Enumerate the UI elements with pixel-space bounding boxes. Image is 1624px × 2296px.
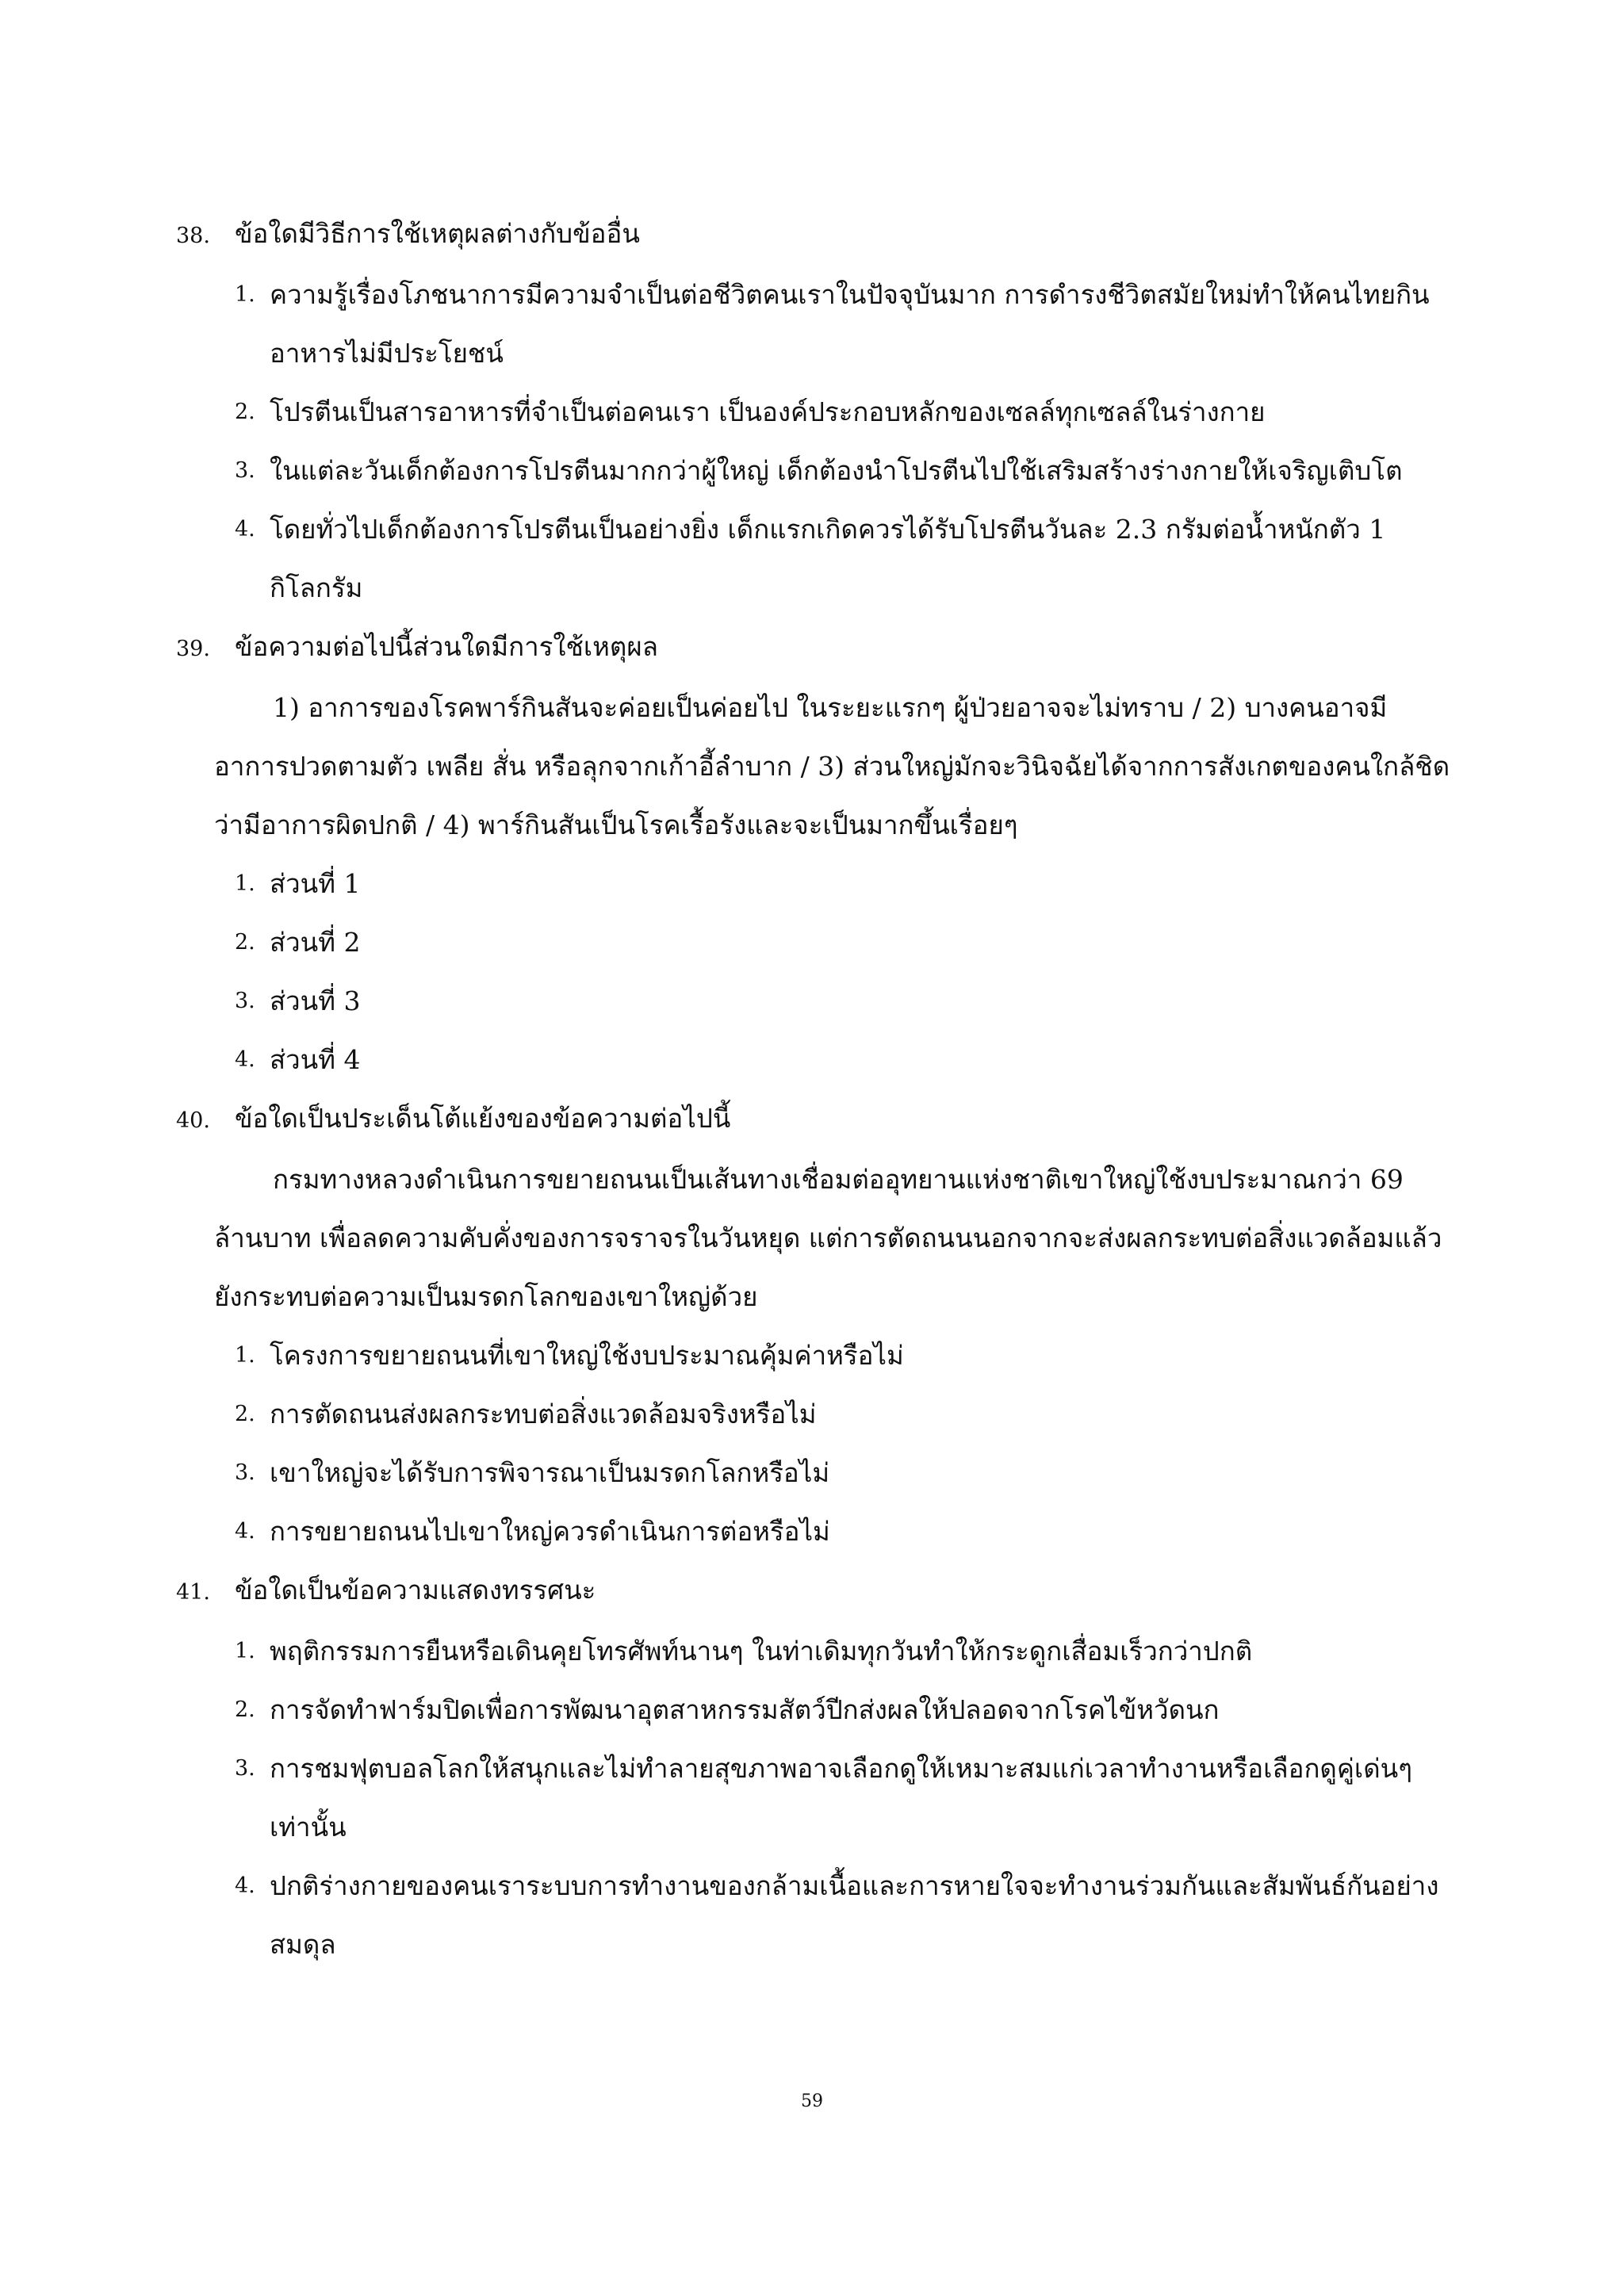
option-text: ปกติร่างกายของคนเราระบบการทำงานของกล้ามเนื้อและการหายใจจะทำงานร่วมกันและสัมพันธ์กันอย่างสมดุล <box>270 1870 1439 1960</box>
answer-option <box>176 500 1461 618</box>
option-text: โปรตีนเป็นสารอาหารที่จำเป็นต่อคนเรา เป็นองค์ประกอบหลักของเซลล์ทุกเซลล์ในร่างกาย <box>270 396 1266 427</box>
question-text: ข้อใดมีวิธีการใช้เหตุผลต่างกับข้ออื่น <box>235 218 640 249</box>
answer-options <box>176 266 1461 618</box>
answer-option <box>176 1385 1461 1444</box>
answer-options <box>176 855 1461 1089</box>
question-number: 39. <box>176 637 210 661</box>
option-number: 3. <box>235 1756 255 1781</box>
option-number: 2. <box>235 1402 255 1426</box>
option-text: โครงการขยายถนนที่เขาใหญ่ใช้งบประมาณคุ้มค่าหรือไม่ <box>270 1340 904 1371</box>
option-text: การจัดทำฟาร์มปิดเพื่อการพัฒนาอุตสาหกรรมสัตว์ปีกส่งผลให้ปลอดจากโรคไข้หวัดนก <box>270 1694 1220 1725</box>
answer-options <box>176 1326 1461 1561</box>
answer-option <box>176 855 1461 913</box>
question-text: ข้อความต่อไปนี้ส่วนใดมีการใช้เหตุผล <box>235 631 658 662</box>
option-text: ส่วนที่ 2 <box>270 927 361 958</box>
answer-option <box>176 266 1461 383</box>
question-number: 38. <box>176 224 210 248</box>
option-number: 4. <box>235 1873 255 1898</box>
option-text: การชมฟุตบอลโลกให้สนุกและไม่ทำลายสุขภาพอาจเลือกดูให้เหมาะสมแก่เวลาทำงานหรือเลือกดูคู่เด่นๆ เท่านั้น <box>270 1753 1412 1843</box>
answer-option <box>176 1739 1461 1857</box>
question-header <box>176 618 1461 679</box>
answer-option <box>176 1444 1461 1502</box>
answer-option <box>176 972 1461 1031</box>
question-number: 41. <box>176 1580 210 1605</box>
question-header <box>176 205 1461 266</box>
question-list <box>176 205 1461 1974</box>
option-text: การตัดถนนส่งผลกระทบต่อสิ่งแวดล้อมจริงหรือไม่ <box>270 1399 817 1429</box>
option-text: ในแต่ละวันเด็กต้องการโปรตีนมากกว่าผู้ใหญ่ เด็กต้องนำโปรตีนไปใช้เสริมสร้างร่างกายให้เจริญเติบโต <box>270 455 1403 486</box>
question-38 <box>176 205 1461 618</box>
option-number: 3. <box>235 989 255 1013</box>
answer-option <box>176 1857 1461 1974</box>
option-number: 2. <box>235 930 255 955</box>
option-number: 1. <box>235 1639 255 1663</box>
question-passage: กรมทางหลวงดำเนินการขยายถนนเป็นเส้นทางเชื่อมต่ออุทยานแห่งชาติเขาใหญ่ใช้งบประมาณกว่า 69 ล้านบาท เพื่อลดความคับคั่งของการจราจรในวันหยุด แต่การตัดถนนนอกจากจะส่งผลกระทบต่อสิ่งแวดล้อมแล้วยังกระทบต่อความเป็นมรดกโลกของเขาใหญ่ด้วย <box>214 1164 1442 1312</box>
question-number: 40. <box>176 1108 210 1133</box>
option-text: การขยายถนนไปเขาใหญ่ควรดำเนินการต่อหรือไม่ <box>270 1516 830 1547</box>
question-header <box>176 1089 1461 1150</box>
question-40 <box>176 1089 1461 1561</box>
option-number: 1. <box>235 1343 255 1368</box>
option-number: 2. <box>235 400 255 424</box>
question-39 <box>176 618 1461 1089</box>
option-number: 4. <box>235 1047 255 1072</box>
answer-option <box>176 1502 1461 1561</box>
option-text: ความรู้เรื่องโภชนาการมีความจำเป็นต่อชีวิตคนเราในปัจจุบันมาก การดำรงชีวิตสมัยใหม่ทำให้คนไทยกินอาหารไม่มีประโยชน์ <box>270 279 1430 369</box>
answer-option <box>176 442 1461 500</box>
question-41 <box>176 1561 1461 1974</box>
answer-option <box>176 913 1461 972</box>
option-number: 2. <box>235 1697 255 1722</box>
question-text: ข้อใดเป็นข้อความแสดงทรรศนะ <box>235 1575 596 1605</box>
answer-option <box>176 1326 1461 1385</box>
option-number: 3. <box>235 1460 255 1485</box>
option-number: 3. <box>235 458 255 483</box>
answer-options <box>176 1622 1461 1974</box>
question-text: ข้อใดเป็นประเด็นโต้แย้งของข้อความต่อไปนี้ <box>235 1103 731 1134</box>
option-text: ส่วนที่ 4 <box>270 1044 361 1075</box>
answer-option <box>176 1681 1461 1739</box>
option-number: 4. <box>235 1519 255 1544</box>
question-header <box>176 1561 1461 1622</box>
option-text: เขาใหญ่จะได้รับการพิจารณาเป็นมรดกโลกหรือไม่ <box>270 1457 830 1488</box>
question-passage: 1) อาการของโรคพาร์กินสันจะค่อยเป็นค่อยไป ในระยะแรกๆ ผู้ป่วยอาจจะไม่ทราบ / 2) บางคนอาจมีอาการปวดตามตัว เพลีย สั่น หรือลุกจากเก้าอี้ลำบาก / 3) ส่วนใหญ่มักจะวินิจฉัยได้จากการสังเกตของคนใกล้ชิดว่ามีอาการผิดปกติ / 4) พาร์กินสันเป็นโรคเรื้อรังและจะเป็นมากขึ้นเรื่อยๆ <box>214 692 1450 840</box>
option-text: โดยทั่วไปเด็กต้องการโปรตีนเป็นอย่างยิ่ง เด็กแรกเกิดควรได้รับโปรตีนวันละ 2.3 กรัมต่อน้ำหนักตัว 1 กิโลกรัม <box>270 514 1386 603</box>
page-number: 59 <box>801 2091 823 2111</box>
answer-option <box>176 1622 1461 1681</box>
option-number: 1. <box>235 282 255 307</box>
option-number: 1. <box>235 871 255 896</box>
option-text: ส่วนที่ 3 <box>270 985 361 1016</box>
option-text: ส่วนที่ 1 <box>270 868 361 899</box>
answer-option <box>176 383 1461 442</box>
option-number: 4. <box>235 517 255 541</box>
answer-option <box>176 1031 1461 1089</box>
option-text: พฤติกรรมการยืนหรือเดินคุยโทรศัพท์นานๆ ในท่าเดิมทุกวันทำให้กระดูกเสื่อมเร็วกว่าปกติ <box>270 1636 1253 1667</box>
